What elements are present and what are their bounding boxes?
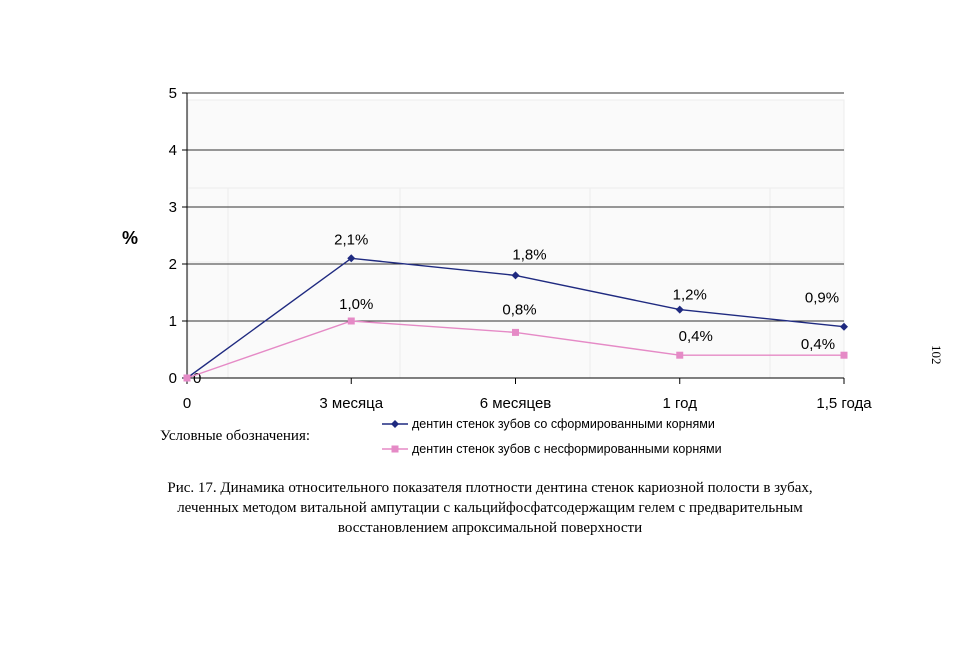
y-tick-label: 3 — [168, 199, 177, 216]
data-label: 0 — [193, 370, 202, 387]
legend-label: дентин стенок зубов с несформированными корнями — [412, 442, 722, 456]
data-point-marker — [676, 352, 683, 359]
y-tick-label: 1 — [168, 313, 177, 330]
y-tick-label: 2 — [168, 256, 177, 273]
x-tick-label: 1 год — [662, 395, 697, 412]
legend-item — [382, 442, 722, 456]
legend-marker-square — [392, 446, 399, 453]
data-label: 1,0% — [339, 296, 374, 313]
y-axis-label: % — [122, 228, 139, 248]
data-label: 0,4% — [800, 336, 836, 354]
x-tick-labels — [183, 395, 872, 412]
legend-title: Условные обозначения: — [160, 428, 311, 444]
y-tick-label: 0 — [168, 370, 177, 387]
data-label: 1,8% — [512, 246, 547, 264]
data-label: 0,9% — [804, 289, 840, 307]
data-label: 0,8% — [502, 301, 537, 319]
legend-marker-diamond — [391, 420, 399, 428]
x-tick-label: 3 месяца — [319, 395, 384, 412]
x-tick-label: 6 месяцев — [479, 395, 552, 412]
y-tick-labels — [169, 85, 177, 387]
data-point-marker — [841, 352, 848, 359]
data-point-marker — [184, 375, 191, 382]
data-point-marker — [348, 318, 355, 325]
y-tick-label: 5 — [168, 85, 177, 102]
x-tick-label: 0 — [182, 395, 192, 412]
data-label: 2,1% — [334, 231, 369, 249]
page-number: 102 — [929, 345, 944, 365]
x-tick-label: 1,5 года — [816, 395, 872, 412]
data-label: 0,4% — [678, 328, 713, 346]
data-point-marker — [512, 329, 519, 336]
background-bleed-through — [188, 100, 844, 378]
legend-item — [382, 417, 715, 431]
legend — [382, 417, 722, 456]
data-label: 1,2% — [672, 286, 707, 304]
figure-caption: Рис. 17. Динамика относительного показателя плотности дентина стенок кариозной полости в зубах, леченных методом витальной ампутации с кальцийфосфатсодержащим гелем с предварительным восстановлением апроксимальной поверхности — [167, 480, 813, 536]
legend-label: дентин стенок зубов со сформированными корнями — [412, 417, 715, 431]
y-tick-label: 4 — [168, 142, 177, 159]
